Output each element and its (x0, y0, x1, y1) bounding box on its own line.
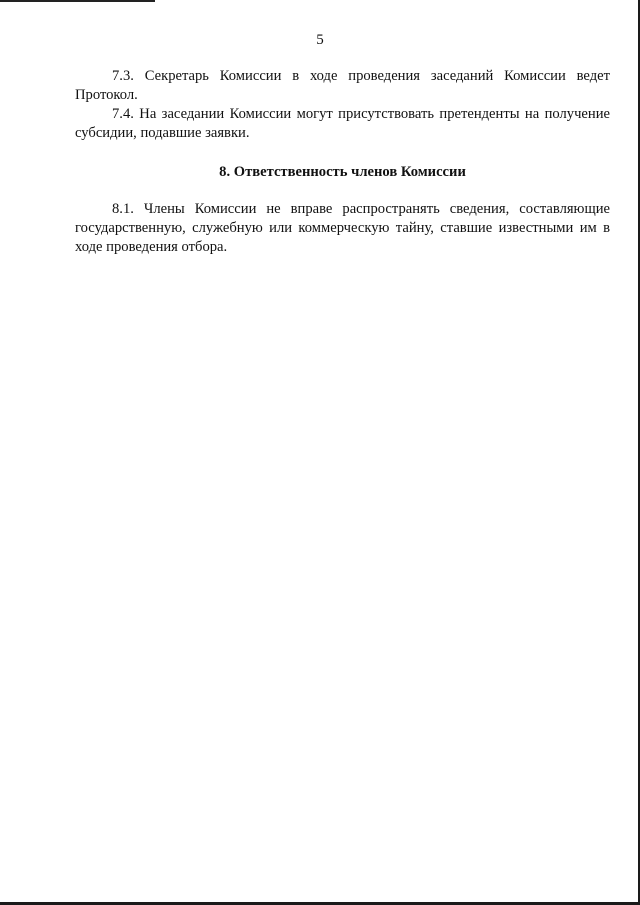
paragraph-8-1: 8.1. Члены Комиссии не вправе распространять сведения, составляющие государственную, служебную или коммерческую тайну, ставшие известными им в ходе проведения отбора. (75, 201, 610, 255)
scan-top-edge (0, 0, 155, 2)
section-heading-8: 8. Ответственность членов Комиссии (219, 164, 466, 180)
page-number: 5 (316, 32, 324, 48)
document-body (75, 67, 610, 257)
paragraph-7-3: 7.3. Секретарь Комиссии в ходе проведения заседаний Комиссии ведет Протокол. (75, 68, 610, 103)
paragraph-7-4: 7.4. На заседании Комиссии могут присутствовать претенденты на получение субсидии, подавшие заявки. (75, 106, 610, 141)
